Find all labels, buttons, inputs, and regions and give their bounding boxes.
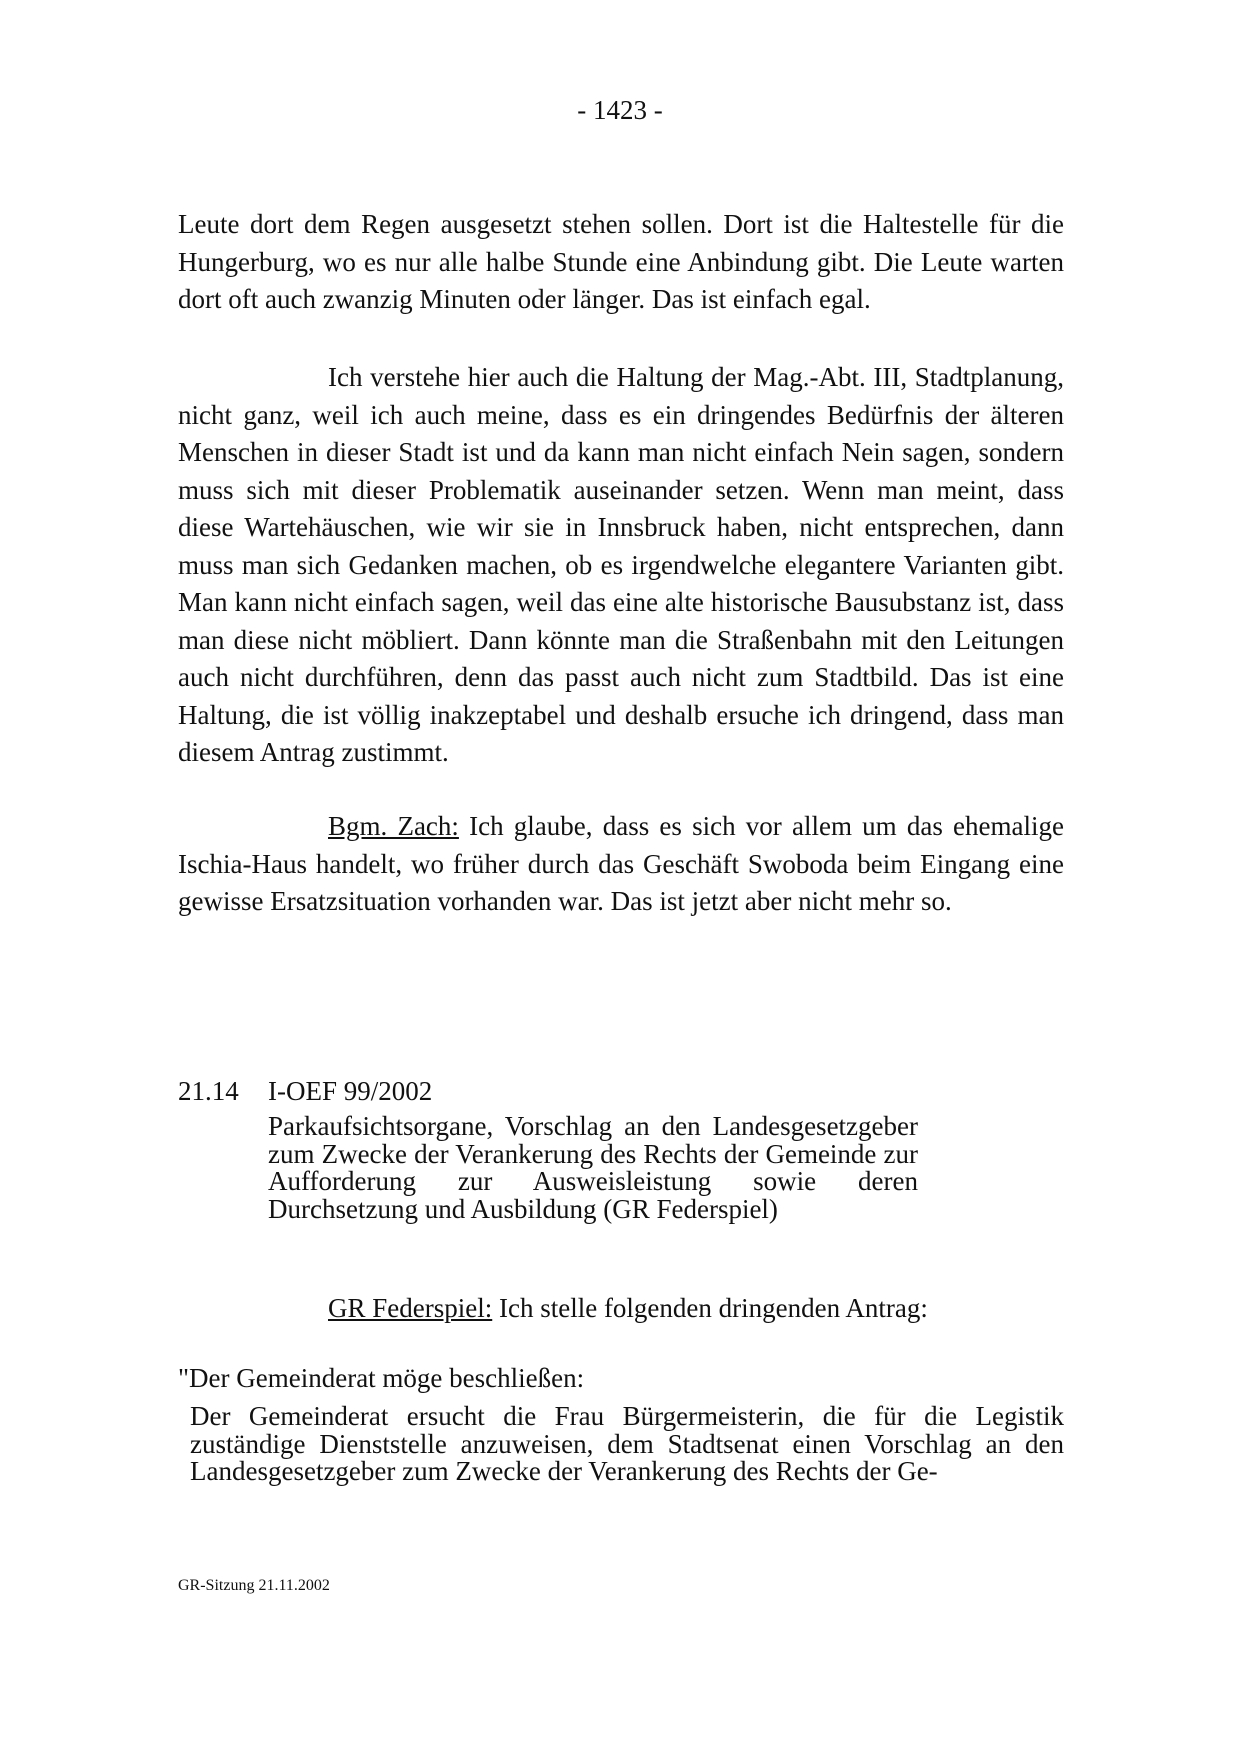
footer-session-label: GR-Sitzung 21.11.2002: [178, 1577, 330, 1594]
agenda-item-subject: Parkaufsichtsorgane, Vorschlag an den Landesgesetzgeber zum Zwecke der Verankerung des Rechts der Gemeinde zur Aufforderung zur Ausweisleistung sowie deren Durchsetzung und Ausbildung (GR Federspiel): [268, 1111, 918, 1224]
motion-speaker: GR Federspiel:: [328, 1293, 493, 1323]
body-paragraph: Ich verstehe hier auch die Haltung der Mag.-Abt. III, Stadtplanung, nicht ganz, weil ich auch meine, dass es ein dringendes Bedürfnis der älteren Menschen in dieser Stadt ist und da kann man nicht einfach Nein sagen, sondern muss sich mit dieser Problematik auseinander setzen. Wenn man meint, dass diese Wartehäuschen, wie wir sie in Innsbruck haben, nicht entsprechen, dann muss man sich Gedanken machen, ob es irgendwelche elegantere Varianten gibt. Man kann nicht einfach sagen, weil das eine alte historische Bausubstanz ist, dass man diese nicht möbliert. Dann könnte man die Straßenbahn mit den Leitungen auch nicht durchführen, denn das passt auch nicht zum Stadtbild. Das ist eine Haltung, die ist völlig inakzeptabel und deshalb ersuche ich dringend, dass man diesem Antrag zustimmt.: [178, 362, 1064, 767]
agenda-item-number: 21.14: [178, 1076, 239, 1106]
motion-intro: [328, 1290, 928, 1326]
resolution-heading: "Der Gemeinderat möge beschließen:: [178, 1363, 585, 1393]
speaker-paragraph: [178, 808, 1064, 921]
agenda-item-reference: I-OEF 99/2002: [268, 1076, 433, 1106]
page-number: - 1423 -: [577, 95, 663, 125]
resolution-text: Der Gemeinderat ersucht die Frau Bürgermeisterin, die für die Legistik zuständige Dienststelle anzuweisen, dem Stadtsenat einen Vorschlag an den Landesgesetzgeber zum Zwecke der Verankerung des Rechts der Ge-: [190, 1401, 1064, 1486]
speaker-name: Bgm. Zach:: [328, 811, 459, 841]
motion-intro-text: Ich stelle folgenden dringenden Antrag:: [492, 1293, 928, 1323]
body-paragraph: Leute dort dem Regen ausgesetzt stehen sollen. Dort ist die Haltestelle für die Hungerburg, wo es nur alle halbe Stunde eine Anbindung gibt. Die Leute warten dort oft auch zwanzig Minuten oder länger. Das ist einfach egal.: [178, 209, 1064, 314]
speaker-statement: Ich glaube, dass es sich vor allem um das ehemalige Ischia-Haus handelt, wo früher durch das Geschäft Swoboda beim Eingang eine gewisse Ersatzsituation vorhanden war. Das ist jetzt aber nicht mehr so.: [178, 811, 1064, 916]
